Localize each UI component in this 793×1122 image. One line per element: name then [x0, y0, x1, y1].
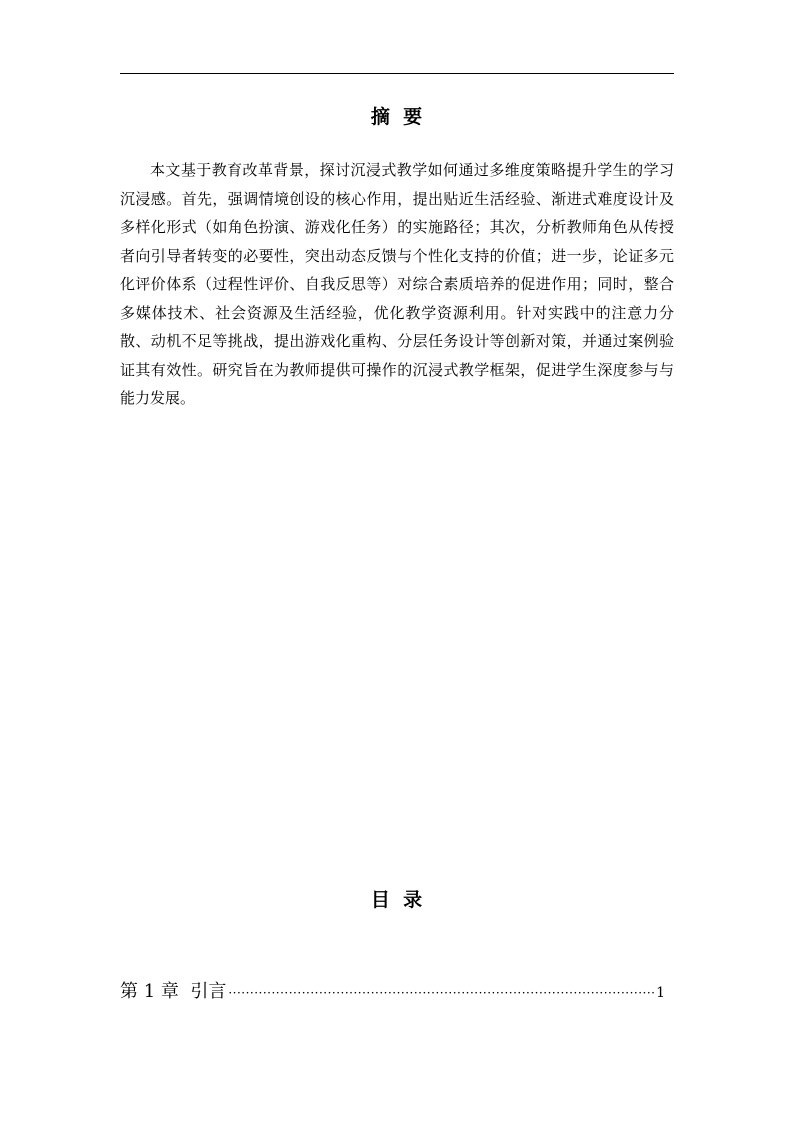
- toc-title: 目 录: [370, 889, 423, 911]
- toc-entry-page: 1: [656, 985, 665, 1001]
- toc-entry[interactable]: [120, 978, 665, 1007]
- abstract-title: 摘 要: [370, 106, 423, 128]
- toc-entry-label: 第 1 章 引言: [120, 981, 227, 1002]
- header-rule: [120, 73, 674, 74]
- toc-leader-dots: [228, 979, 654, 1007]
- abstract-body: 本文基于教育改革背景，探讨沉浸式教学如何通过多维度策略提升学生的学习沉浸感。首先，强调情境创设的核心作用，提出贴近生活经验、渐进式难度设计及多样化形式（如角色扮演、游戏化任务）的实施路径；其次，分析教师角色从传授者向引导者转变的必要性，突出动态反馈与个性化支持的价值；进一步，论证多元化评价体系（过程性评价、自我反思等）对综合素质培养的促进作用；同时，整合多媒体技术、社会资源及生活经验，优化教学资源利用。针对实践中的注意力分散、动机不足等挑战，提出游戏化重构、分层任务设计等创新对策，并通过案例验证其有效性。研究旨在为教师提供可操作的沉浸式教学框架，促进学生深度参与与能力发展。: [120, 161, 674, 407]
